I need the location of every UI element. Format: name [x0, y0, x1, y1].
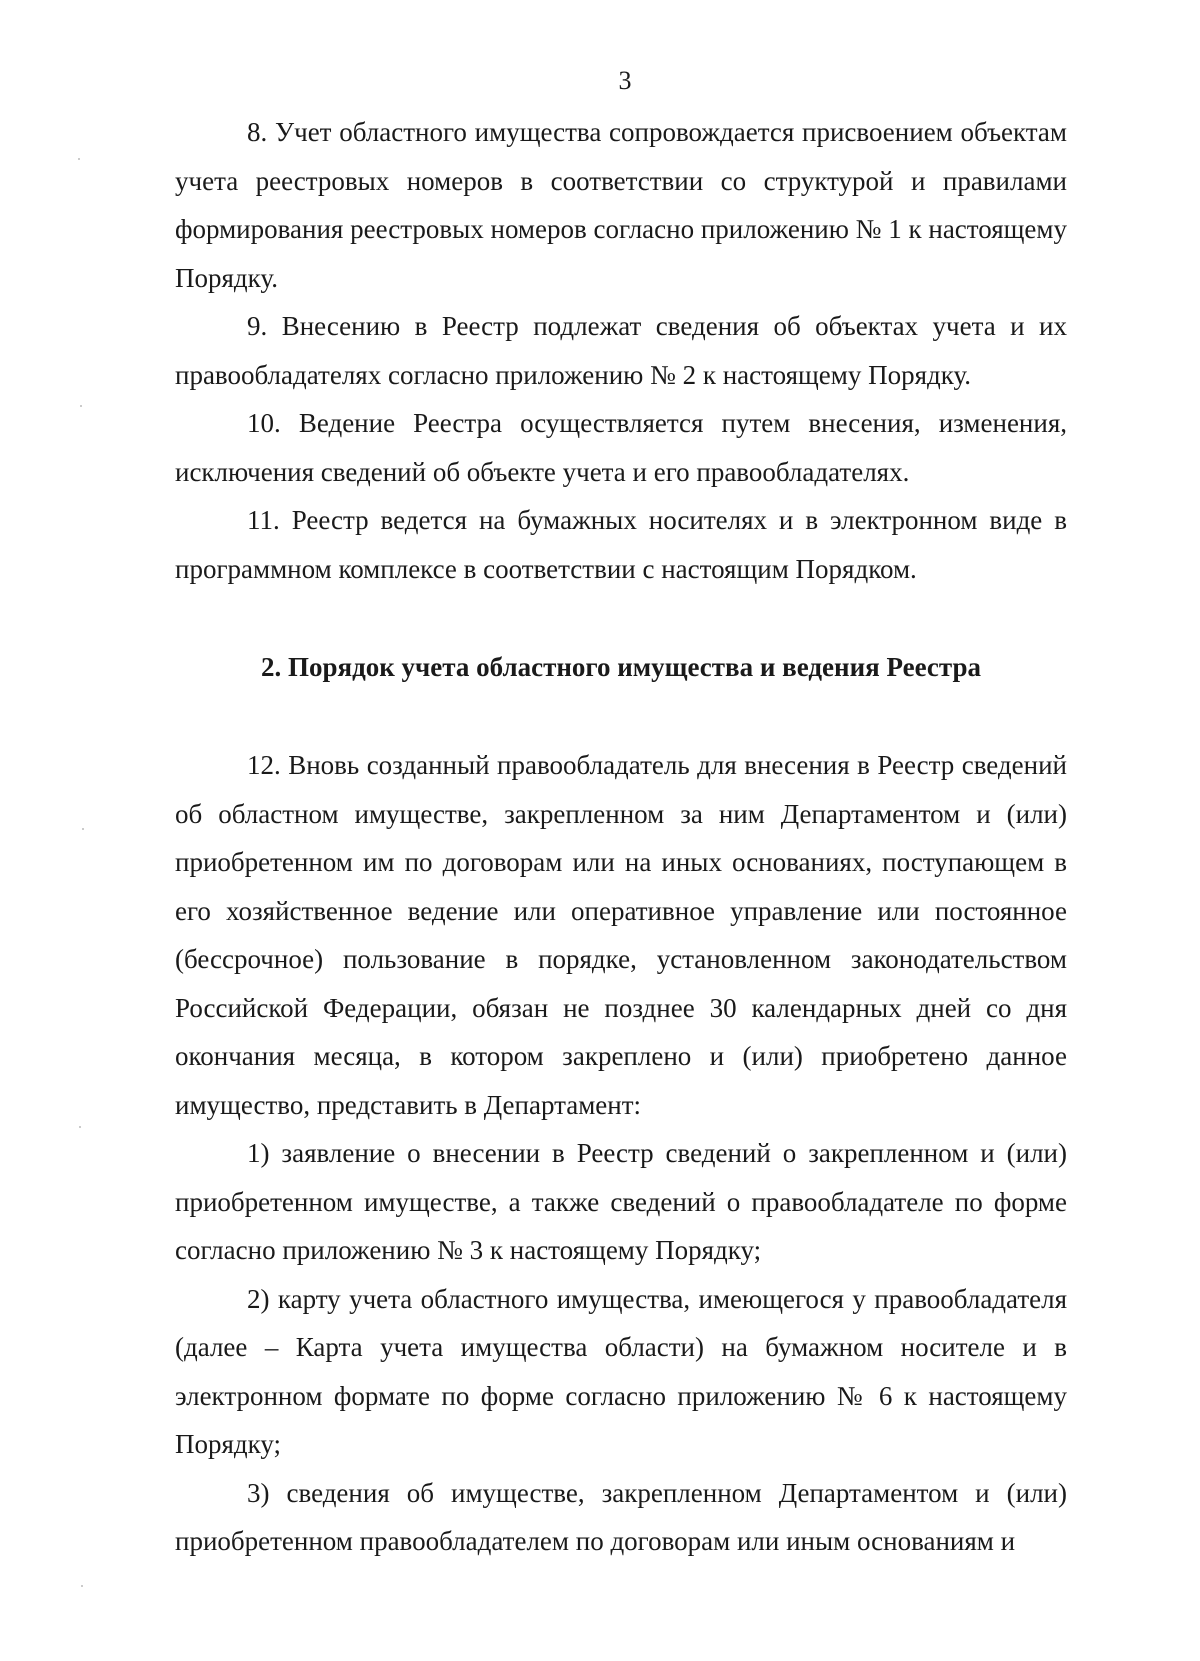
scan-speck: [81, 1585, 83, 1587]
paragraph-12: 12. Вновь созданный правообладатель для внесения в Реестр сведений об областном имуществе, закрепленном за ним Департаментом и (или) приобретенном им по договорам или на иных основаниях, поступающем в его хозяйственное ведение или оперативное управление или постоянное (бессрочное) пользование в порядке, установленном законодательством Российской Федерации, обязан не позднее 30 календарных дней со дня окончания месяца, в котором закреплено и (или) приобретено данное имущество, представить в Департамент:: [175, 750, 1067, 1120]
spacer: [175, 691, 1067, 741]
spacer: [175, 593, 1067, 643]
paragraph-9: 9. Внесению в Реестр подлежат сведения об объектах учета и их правообладателях согласно приложению № 2 к настоящему Порядку.: [175, 311, 1067, 390]
scan-speck: [80, 405, 82, 407]
scan-speck: [78, 158, 80, 160]
page-number: 3: [618, 66, 632, 95]
paragraph-11: 11. Реестр ведется на бумажных носителях и в электронном виде в программном комплексе в соответствии с настоящим Порядком.: [175, 505, 1067, 584]
scan-speck: [79, 1126, 81, 1128]
list-item-2: 2) карту учета областного имущества, имеющегося у правообладателя (далее – Карта учета имущества области) на бумажном носителе и в электронном формате по форме согласно приложению № 6 к настоящему Порядку;: [175, 1283, 1067, 1459]
paragraph-8: 8. Учет областного имущества сопровождается присвоением объектам учета реестровых номеров в соответствии со структурой и правилами формирования реестровых номеров согласно приложению № 1 к настоящему Порядку.: [175, 117, 1067, 293]
document-body: [175, 108, 1067, 1566]
section-heading: 2. Порядок учета областного имущества и ведения Реестра: [260, 652, 982, 682]
paragraph-10: 10. Ведение Реестра осуществляется путем внесения, изменения, исключения сведений об объекте учета и его правообладателях.: [175, 408, 1067, 487]
list-item-1: 1) заявление о внесении в Реестр сведений о закрепленном и (или) приобретенном имуществе, а также сведений о правообладателе по форме согласно приложению № 3 к настоящему Порядку;: [175, 1138, 1067, 1265]
list-item-3: 3) сведения об имуществе, закрепленном Департаментом и (или) приобретенном правообладателем по договорам или иным основаниям и: [175, 1477, 1067, 1556]
scan-speck: [82, 828, 84, 830]
